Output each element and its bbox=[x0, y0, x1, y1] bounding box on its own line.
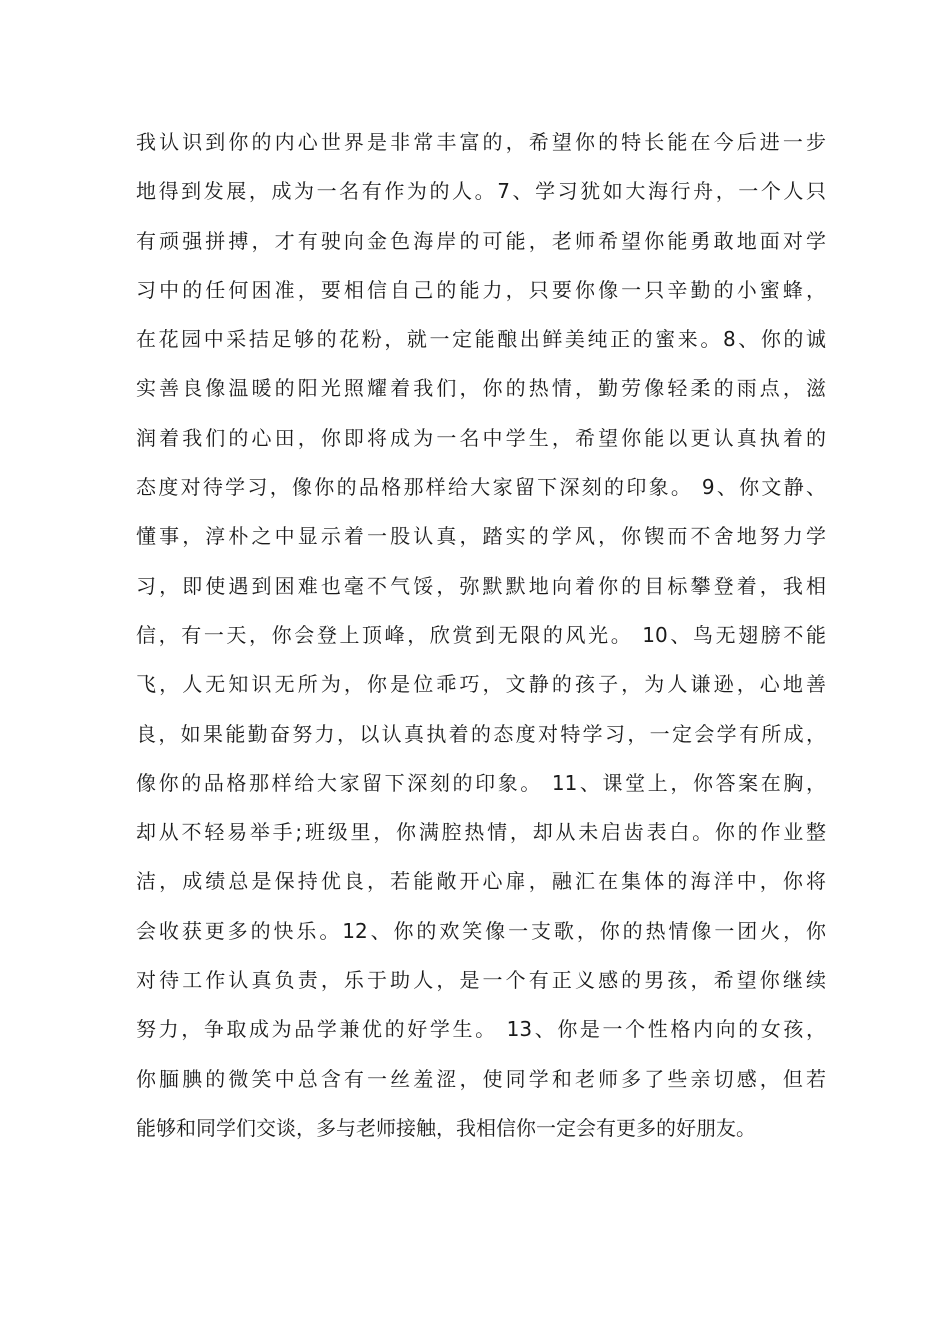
text-line: 良，如果能勤奋努力，以认真执着的态度对特学习，一定会学有所成， bbox=[136, 721, 826, 746]
text-line: 信，有一天，你会登上顶峰，欣赏到无限的风光。 10、鸟无翅膀不能 bbox=[136, 622, 826, 647]
text-line: 你腼腆的微笑中总含有一丝羞涩，使同学和老师多了些亲切感，但若 bbox=[136, 1066, 826, 1091]
text-line: 像你的品格那样给大家留下深刻的印象。 11、课堂上，你答案在胸， bbox=[136, 770, 826, 795]
text-line: 努力，争取成为品学兼优的好学生。 13、你是一个性格内向的女孩， bbox=[136, 1017, 826, 1042]
text-line: 地得到发展，成为一名有作为的人。7、学习犹如大海行舟，一个人只 bbox=[136, 179, 826, 204]
text-line: 有顽强拼搏，才有驶向金色海岸的可能，老师希望你能勇敢地面对学 bbox=[136, 228, 826, 253]
text-line: 习，即使遇到困难也毫不气馁，弥默默地向着你的目标攀登着，我相 bbox=[136, 573, 826, 598]
text-line: 飞，人无知识无所为，你是位乖巧，文静的孩子，为人谦逊，心地善 bbox=[136, 672, 826, 697]
text-line: 在花园中采拮足够的花粉，就一定能酿出鲜美纯正的蜜来。8、你的诚 bbox=[136, 327, 826, 352]
text-line: 会收获更多的快乐。12、你的欢笑像一支歌，你的热情像一团火，你 bbox=[136, 918, 826, 943]
text-line: 对待工作认真负责，乐于助人，是一个有正义感的男孩，希望你继续 bbox=[136, 968, 826, 993]
text-line: 实善良像温暖的阳光照耀着我们，你的热情，勤劳像轻柔的雨点，滋 bbox=[136, 376, 826, 401]
text-line-last: 能够和同学们交谈，多与老师接触，我相信你一定会有更多的好朋友。 bbox=[136, 1115, 756, 1140]
text-line: 态度对待学习，像你的品格那样给大家留下深刻的印象。 9、你文静、 bbox=[136, 475, 826, 500]
text-line: 润着我们的心田，你即将成为一名中学生，希望你能以更认真执着的 bbox=[136, 425, 826, 450]
document-body bbox=[136, 118, 826, 1153]
text-line: 洁，成绩总是保持优良，若能敞开心扉，融汇在集体的海洋中，你将 bbox=[136, 869, 826, 894]
text-line: 却从不轻易举手;班级里，你满腔热情，却从未启齿表白。你的作业整 bbox=[136, 820, 826, 845]
text-line: 懂事，淳朴之中显示着一股认真，踏实的学风，你锲而不舍地努力学 bbox=[136, 524, 826, 549]
text-line: 我认识到你的内心世界是非常丰富的，希望你的特长能在今后进一步 bbox=[136, 130, 826, 154]
text-line: 习中的任何困准，要相信自己的能力，只要你像一只辛勤的小蜜蜂， bbox=[136, 277, 826, 302]
